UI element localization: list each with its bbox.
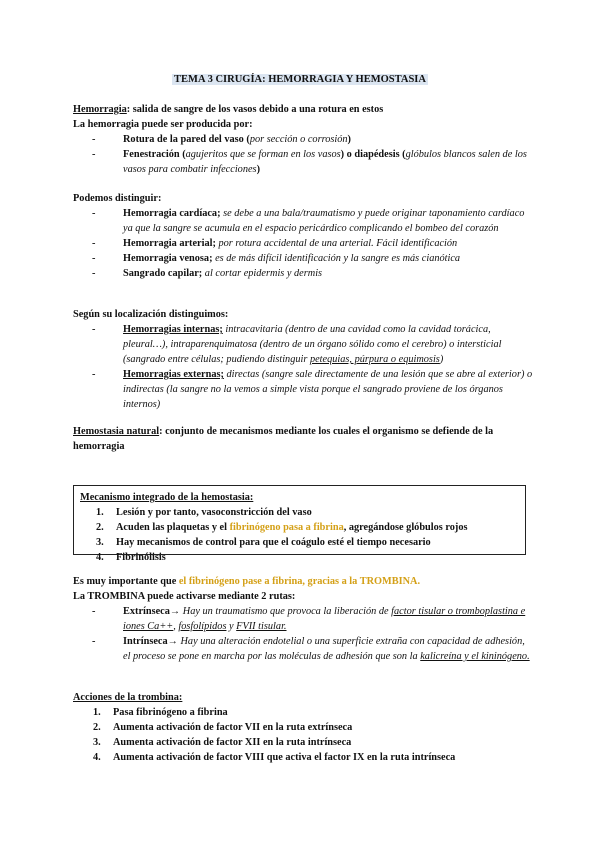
- tipos-section: [73, 191, 533, 281]
- tipo-desc: por rotura accidental de una arterial. Fácil identificación: [215, 238, 458, 249]
- tipo-label: Hemorragia venosa;: [123, 253, 213, 264]
- rutas-heading: [73, 589, 533, 604]
- hemorragia-definition: [73, 102, 533, 117]
- hemostasia-term: Hemostasia natural: [73, 426, 160, 437]
- intrinseca-molecules: kalicreína y el kininógeno.: [420, 651, 530, 662]
- hemostasia-section: [73, 424, 533, 454]
- item-number: 3.: [96, 537, 104, 548]
- acciones-section: [73, 690, 533, 765]
- mecanismo-heading: [80, 490, 519, 505]
- tipo-label: Hemorragia arterial;: [123, 238, 216, 249]
- list-item: [80, 505, 519, 520]
- tipo-label: Hemorragia cardíaca;: [123, 208, 221, 219]
- rotura-end: ): [347, 134, 351, 145]
- list-item: [73, 251, 533, 266]
- item-number: 2.: [93, 722, 101, 733]
- list-item: [73, 720, 533, 735]
- extrinseca-factor: factor tisular o tromboplastina e iones Ca++: [123, 606, 526, 632]
- list-item: [73, 266, 533, 281]
- hemorragia-term: Hemorragia: [73, 104, 127, 115]
- fen-bold: Fenestración (: [123, 149, 186, 160]
- item-text: Lesión y por tanto, vasoconstricción del vaso: [116, 507, 312, 518]
- acciones-heading: [73, 690, 533, 705]
- mecanismo-box: [73, 485, 526, 563]
- localizacion-heading-text: Según su localización distinguimos:: [73, 309, 229, 320]
- fen-mid: ) o diapédesis (: [340, 149, 406, 160]
- trombina-pre: Es muy importante que: [73, 576, 179, 587]
- hemorragia-text: : salida de sangre de los vasos debido a una rotura en estos: [126, 104, 384, 115]
- tipo-desc: es de más difícil identificación y la sangre es más cianótica: [212, 253, 461, 264]
- list-item: [73, 236, 533, 251]
- list-item-externas: [73, 367, 533, 412]
- rutas-heading-text: La TROMBINA puede activarse mediante 2 rutas:: [73, 591, 296, 602]
- externas-desc: directas (sangre sale directamente de una lesión que se abre al exterior) o indirectas (la sangre no la vemos a simple vista porque el sangrado proviene de los órganos internos): [123, 369, 533, 410]
- page-title: [0, 72, 600, 87]
- item-highlight: fibrinógeno pasa a fibrina: [229, 522, 344, 533]
- acciones-heading-text: Acciones de la trombina:: [73, 692, 183, 703]
- tipos-heading: [73, 191, 533, 206]
- item-text: Acuden las plaquetas y el: [116, 522, 230, 533]
- internas-label: Hemorragias internas;: [123, 324, 223, 335]
- item-text-end: , agregándose glóbulos rojos: [343, 522, 468, 533]
- list-item-fenestracion: [73, 147, 533, 177]
- trombina-highlight: el fibrinógeno pase a fibrina, gracias a la TROMBINA.: [178, 576, 421, 587]
- list-item-intrinseca: [73, 634, 533, 664]
- extrinseca-and: y: [226, 621, 237, 632]
- extrinseca-desc: → Hay un traumatismo que provoca la liberación de: [169, 606, 392, 617]
- externas-label: Hemorragias externas;: [123, 369, 224, 380]
- extrinseca-label: Extrínseca: [123, 606, 170, 617]
- tipo-desc: se debe a una bala/traumatismo y puede originar taponamiento cardíaco ya que la sangre se acumula en el espacio pericárdico complicando el bombeo del corazón: [123, 208, 525, 234]
- item-number: 1.: [93, 707, 101, 718]
- item-text: Aumenta activación de factor XII en la ruta intrínseca: [113, 737, 352, 748]
- list-item: [80, 520, 519, 535]
- producida-text: La hemorragia puede ser producida por:: [73, 119, 253, 130]
- list-item: [80, 535, 519, 550]
- list-item: [73, 750, 533, 765]
- trombina-statement: [73, 574, 533, 589]
- producida-heading: [73, 117, 533, 132]
- fen-italic: agujeritos que se forman en los vasos: [185, 149, 341, 160]
- extrinseca-comma: ,: [173, 621, 179, 632]
- trombina-section: [73, 574, 533, 664]
- intrinseca-desc: → Hay una alteración endotelial o una superficie extraña con capacidad de adhesión, el proceso se pone en marcha por las moléculas de adhesión que son la: [123, 636, 525, 662]
- list-item: [73, 735, 533, 750]
- tipo-label: Sangrado capilar;: [123, 268, 203, 279]
- item-text: Aumenta activación de factor VIII que activa el factor IX en la ruta intrínseca: [113, 752, 456, 763]
- extrinseca-fvii: FVII tisular.: [236, 621, 287, 632]
- item-text: Aumenta activación de factor VII en la ruta extrínseca: [113, 722, 353, 733]
- item-number: 4.: [96, 552, 104, 563]
- item-text: Pasa fibrinógeno a fibrina: [113, 707, 228, 718]
- list-item-internas: [73, 322, 533, 367]
- intrinseca-label: Intrínseca: [123, 636, 168, 647]
- rotura-bold: Rotura de la pared del vaso (: [123, 134, 250, 145]
- item-text: Fibrinólisis: [116, 552, 166, 563]
- extrinseca-fosfolipidos: fosfolípidos: [178, 621, 227, 632]
- localizacion-heading: [73, 307, 533, 322]
- rotura-italic: por sección o corrosión: [249, 134, 348, 145]
- hemorragia-section: [73, 102, 533, 177]
- item-text: Hay mecanismos de control para que el coágulo esté el tiempo necesario: [116, 537, 431, 548]
- item-number: 2.: [96, 522, 104, 533]
- tipos-heading-text: Podemos distinguir:: [73, 193, 162, 204]
- list-item: [80, 550, 519, 565]
- fen-italic-2: glóbulos blancos salen de los vasos para combatir infecciones: [123, 149, 527, 175]
- localizacion-section: [73, 307, 533, 412]
- mecanismo-heading-text: Mecanismo integrado de la hemostasia:: [80, 492, 254, 503]
- fen-end: ): [256, 164, 260, 175]
- item-number: 1.: [96, 507, 104, 518]
- list-item: [73, 206, 533, 236]
- list-item: [73, 705, 533, 720]
- internas-underlined: petequias, púrpura o equimosis: [309, 354, 440, 365]
- list-item-extrinseca: [73, 604, 533, 634]
- title-text: TEMA 3 CIRUGÍA: HEMORRAGIA Y HEMOSTASIA: [174, 74, 426, 85]
- hemostasia-definition: [73, 424, 533, 454]
- hemostasia-text: : conjunto de mecanismos mediante los cuales el organismo se defiende de la hemorragia: [73, 426, 494, 452]
- tipo-desc: al cortar epidermis y dermis: [202, 268, 323, 279]
- internas-end: ): [439, 354, 444, 365]
- item-number: 3.: [93, 737, 101, 748]
- list-item-rotura: [73, 132, 533, 147]
- item-number: 4.: [93, 752, 101, 763]
- internas-desc: intracavitaria (dentro de una cavidad como la cavidad torácica, pleural…), intraparenquimatosa (dentro de un órgano sólido como el cerebro) o intersticial (sangrado entre células; pudiendo distinguir: [123, 324, 502, 365]
